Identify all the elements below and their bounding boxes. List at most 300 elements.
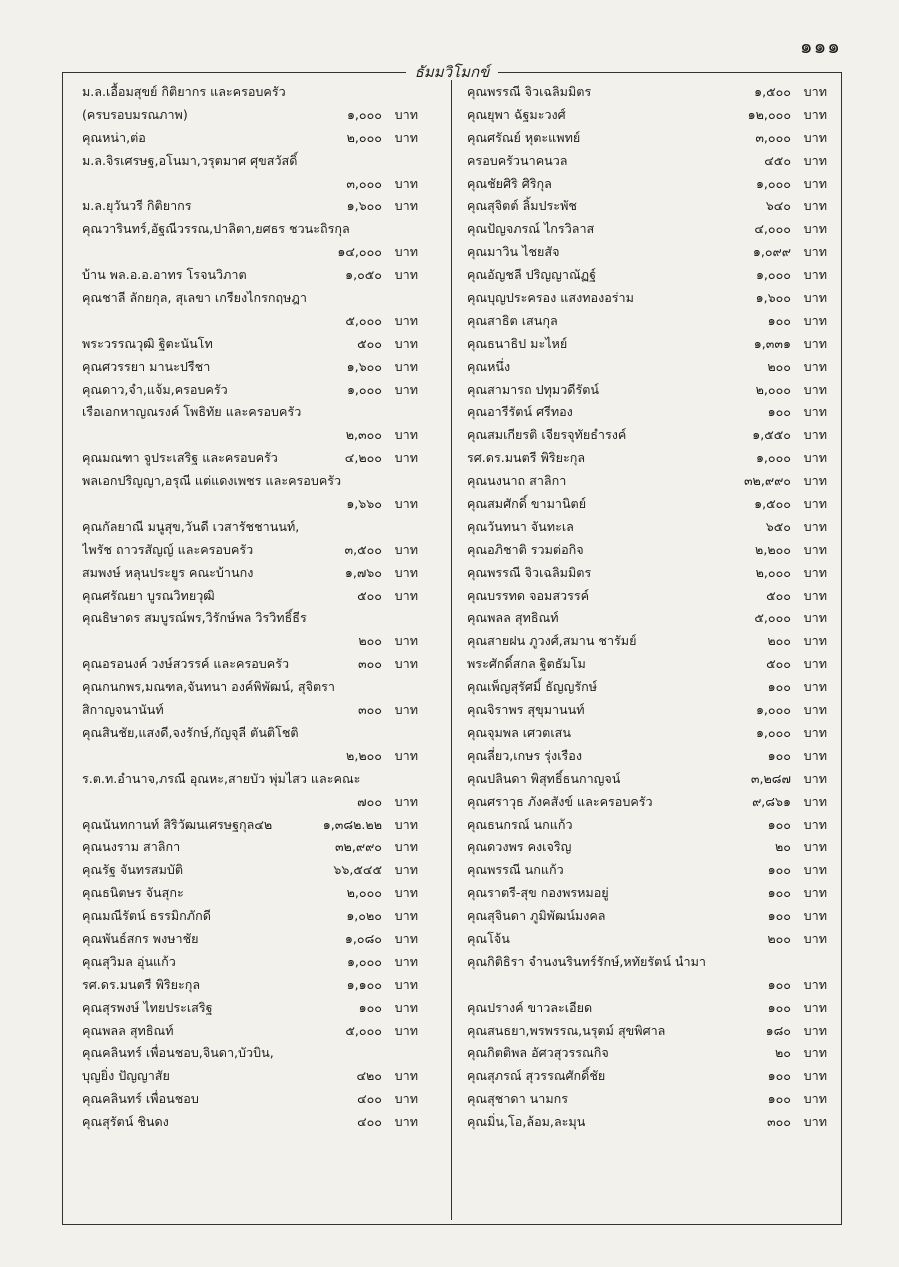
donor-entry	[82, 746, 418, 769]
currency-unit: บาท	[394, 1022, 418, 1038]
currency-unit: บาท	[394, 656, 418, 672]
donor-list-left	[82, 82, 418, 1135]
donor-name: คุณปลินดา พิสุทธิ์ธนกาญจน์	[467, 770, 621, 786]
column-divider	[451, 80, 452, 1220]
donation-amount: ๑,๖๐๐	[755, 290, 791, 306]
donor-entry	[467, 288, 827, 311]
donor-entry	[82, 471, 418, 494]
currency-unit: บาท	[803, 610, 827, 626]
donation-amount: ๕,๐๐๐	[754, 610, 791, 626]
donor-entry	[467, 425, 827, 448]
currency-unit: บาท	[803, 312, 827, 328]
currency-unit: บาท	[394, 1091, 418, 1107]
donor-name: คุณเพ็ญสุรัศมิ์ ธัญญรักษ์	[467, 679, 598, 695]
donor-name: ม.ล.จิรเศรษฐ,อโนมา,วรุตมาศ ศุขสวัสดิ์	[82, 152, 298, 168]
donor-entry	[467, 151, 827, 174]
donor-name: คุณวารินทร์,อัฐณีวรรณ,ปาลิตา,ยศธร ชวนะถิรกุล	[82, 221, 350, 237]
donor-name: คุณสุรพงษ์ ไทยประเสริฐ	[82, 999, 213, 1015]
donor-name: คุณวันทนา จันทะเล	[467, 518, 574, 534]
donor-name: สิกาญจนานันท์	[82, 702, 164, 718]
donor-entry	[467, 357, 827, 380]
donor-name: คุณศรัณยา บูรณวิทยวุฒิ	[82, 587, 215, 603]
currency-unit: บาท	[394, 564, 418, 580]
section-header: ธัมมวิโมกข์	[414, 63, 490, 81]
donor-entry	[467, 540, 827, 563]
donation-amount: ๑๐๐	[767, 312, 791, 328]
donor-entry	[467, 860, 827, 883]
currency-unit: บาท	[803, 335, 827, 351]
currency-unit: บาท	[803, 793, 827, 809]
donation-amount: ๒,๒๐๐	[755, 541, 791, 557]
currency-unit: บาท	[803, 1114, 827, 1130]
donor-name: คุณอภิชาติ รวมต่อกิจ	[467, 541, 584, 557]
donor-entry	[82, 586, 418, 609]
donor-entry	[467, 631, 827, 654]
donation-amount: ๑,๐๐๐	[755, 450, 791, 466]
currency-unit: บาท	[394, 816, 418, 832]
donor-entry	[82, 517, 418, 540]
donor-name: คุณมิ่น,โอ,ล้อม,ละมุน	[467, 1114, 586, 1130]
donor-entry	[82, 929, 418, 952]
donation-amount: ๒๐	[775, 839, 791, 855]
currency-unit: บาท	[803, 358, 827, 374]
donor-name: คุณคลินทร์ เพื่อนชอบ,จินดา,บัวบิน,	[82, 1045, 274, 1061]
donation-amount: ๒๐	[775, 1045, 791, 1061]
donor-name: คุณธิษาดร สมบูรณ์พร,วิรักษ์พล วิรวิทธิ์ธีร	[82, 610, 307, 626]
donor-entry	[82, 654, 418, 677]
currency-unit: บาท	[803, 175, 827, 191]
donation-amount: ๑,๐๒๐	[346, 908, 382, 924]
donation-amount: ๑,๐๐๐	[755, 267, 791, 283]
donor-entry	[82, 540, 418, 563]
donor-entry	[82, 448, 418, 471]
donor-entry	[467, 242, 827, 265]
donor-entry	[82, 494, 418, 517]
currency-unit: บาท	[394, 908, 418, 924]
donation-amount: ๑,๓๓๑	[753, 335, 791, 351]
donation-amount: ๑,๐๐๐	[346, 953, 382, 969]
donor-name: เรือเอกหาญณรงค์ โพธิทัย และครอบครัว	[82, 404, 302, 420]
donation-amount: ๙,๘๖๑	[752, 793, 791, 809]
donor-name: คุณศราวุธ ภังคสังข์ และครอบครัว	[467, 793, 653, 809]
donor-entry	[467, 837, 827, 860]
currency-unit: บาท	[394, 930, 418, 946]
donor-entry	[467, 769, 827, 792]
currency-unit: บาท	[803, 427, 827, 443]
donor-entry	[82, 288, 418, 311]
donor-name: รศ.ดร.มนตรี พิริยะกุล	[82, 976, 201, 992]
donor-entry	[467, 105, 827, 128]
donor-entry	[82, 311, 418, 334]
currency-unit: บาท	[803, 702, 827, 718]
donor-entry	[82, 82, 418, 105]
donation-amount: ๑,๐๐๐	[755, 175, 791, 191]
donor-entry	[82, 677, 418, 700]
donor-entry	[82, 883, 418, 906]
donor-name: คุณกนกพร,มณฑล,จันทนา องค์พิพัฒน์, สุจิตรา	[82, 679, 335, 695]
donation-amount: ๑,๐๘๐	[344, 930, 382, 946]
currency-unit: บาท	[803, 267, 827, 283]
donor-entry	[467, 654, 827, 677]
currency-unit: บาท	[803, 930, 827, 946]
donation-amount: ๒๐๐	[358, 633, 382, 649]
currency-unit: บาท	[803, 1045, 827, 1061]
donation-amount: ๔๒๐	[356, 1068, 382, 1084]
currency-unit: บาท	[394, 976, 418, 992]
currency-unit: บาท	[394, 198, 418, 214]
donor-name: สมพงษ์ หลุนประยูร คณะบ้านกง	[82, 564, 254, 580]
donor-entry	[82, 792, 418, 815]
currency-unit: บาท	[803, 724, 827, 740]
donor-entry	[82, 837, 418, 860]
donation-amount: ๓,๒๘๗	[750, 770, 791, 786]
donor-entry	[82, 334, 418, 357]
donor-name: คุณบรรทด จอมสวรรค์	[467, 587, 590, 603]
donor-name: คุณมาวิน ไชยสัจ	[467, 244, 560, 260]
donor-name: คุณธนิตษร จันสุกะ	[82, 885, 184, 901]
currency-unit: บาท	[803, 633, 827, 649]
donor-entry	[467, 128, 827, 151]
donation-amount: ๑,๕๐๐	[754, 84, 791, 99]
currency-unit: บาท	[803, 221, 827, 237]
currency-unit: บาท	[394, 885, 418, 901]
currency-unit: บาท	[394, 312, 418, 328]
donor-entry	[82, 242, 418, 265]
donation-amount: ๑๐๐	[358, 999, 382, 1015]
donor-name: รศ.ดร.มนตรี พิริยะกุล	[467, 450, 586, 466]
donor-name: คุณพันธ์สกร พงษาชัย	[82, 930, 199, 946]
currency-unit: บาท	[803, 862, 827, 878]
donation-amount: ๕๐๐	[766, 587, 791, 603]
donor-entry	[467, 883, 827, 906]
currency-unit: บาท	[803, 976, 827, 992]
donor-name: คุณบุญประครอง แสงทองอร่าม	[467, 290, 634, 306]
currency-unit: บาท	[803, 244, 827, 260]
donation-amount: ๕,๐๐๐	[345, 312, 382, 328]
currency-unit: บาท	[803, 450, 827, 466]
donation-amount: ๒๐๐	[767, 930, 791, 946]
donor-name: คุณธนาธิป มะไหย์	[467, 335, 568, 351]
donor-name: คุณศรัณย์ หุตะแพทย์	[467, 129, 581, 145]
donor-name: ไพรัช ถาวรสัญญ์ และครอบครัว	[82, 541, 254, 557]
currency-unit: บาท	[803, 496, 827, 512]
donation-amount: ๑๐๐	[767, 747, 791, 763]
donor-name: คุณสายฝน ภูวงศ์,สมาน ชารัมย์	[467, 633, 637, 649]
donor-name: คุณสมศักดิ์ ขามานิตย์	[467, 496, 587, 512]
donor-entry	[467, 608, 827, 631]
donor-entry	[467, 586, 827, 609]
currency-unit: บาท	[803, 656, 827, 672]
donation-amount: ๑,๕๕๐	[752, 427, 791, 443]
donor-name: (ครบรอบมรณภาพ)	[82, 106, 188, 122]
donor-entry	[467, 380, 827, 403]
currency-unit: บาท	[803, 381, 827, 397]
currency-unit: บาท	[803, 1022, 827, 1038]
donor-name: คุณคลินทร์ เพื่อนชอบ	[82, 1091, 199, 1107]
currency-unit: บาท	[803, 518, 827, 534]
donor-entry	[82, 196, 418, 219]
donor-name: บุญยิ่ง ปัญญาสัย	[82, 1068, 170, 1084]
donor-name: คุณจิราพร สุขุมานนท์	[467, 702, 585, 718]
donation-amount: ๔,๒๐๐	[344, 450, 382, 466]
donation-amount: ๑,๐๕๐	[345, 267, 382, 283]
donor-name: คุณนงนาถ สาลิกา	[467, 473, 567, 489]
donor-entry	[467, 334, 827, 357]
currency-unit: บาท	[803, 1091, 827, 1107]
donor-entry	[467, 517, 827, 540]
donation-amount: ๔๐๐	[357, 1114, 382, 1130]
donation-amount: ๑,๐๐๐	[346, 381, 382, 397]
donor-entry	[82, 860, 418, 883]
donation-amount: ๒,๐๐๐	[346, 885, 382, 901]
donor-name: คุณสุวิมล อุ่นแก้ว	[82, 953, 176, 969]
currency-unit: บาท	[803, 908, 827, 924]
donor-name: คุณสุจิตต์ ลิ้มประพัช	[467, 198, 577, 214]
currency-unit: บาท	[803, 564, 827, 580]
donation-amount: ๑๐๐	[767, 999, 791, 1015]
donor-entry	[467, 219, 827, 242]
donor-entry	[82, 219, 418, 242]
donor-name: คุณสุภรณ์ สุวรรณศักดิ์ชัย	[467, 1068, 606, 1084]
donor-name: คุณชาลี ลักยกุล, สุเลขา เกรียงไกรกฤษฎา	[82, 290, 307, 306]
donation-amount: ๖๕๐	[765, 518, 791, 534]
donation-amount: ๔,๐๐๐	[754, 221, 791, 237]
donor-name: คุณพลล สุทธิณท์	[82, 1022, 174, 1038]
donor-name: บ้าน พล.อ.อ.อาทร โรจนวิภาต	[82, 267, 247, 283]
donation-amount: ๔๐๐	[357, 1091, 382, 1107]
donor-entry	[467, 815, 827, 838]
donor-entry	[82, 105, 418, 128]
currency-unit: บาท	[803, 290, 827, 306]
currency-unit: บาท	[394, 839, 418, 855]
frame-top-border-left	[62, 72, 406, 73]
donation-amount: ๑๐๐	[767, 908, 791, 924]
donor-entry	[467, 494, 827, 517]
donation-amount: ๕๐๐	[766, 656, 791, 672]
donation-amount: ๒,๒๐๐	[346, 747, 382, 763]
currency-unit: บาท	[394, 793, 418, 809]
donation-amount: ๑๐๐	[767, 1091, 791, 1107]
currency-unit: บาท	[394, 358, 418, 374]
donation-amount: ๑๐๐	[767, 679, 791, 695]
currency-unit: บาท	[803, 885, 827, 901]
donor-name: คุณพรรณี นกแก้ว	[467, 862, 564, 878]
donation-amount: ๓,๕๐๐	[344, 541, 382, 557]
currency-unit: บาท	[394, 633, 418, 649]
donor-name: คุณชัยศิริ ศิริกุล	[467, 175, 552, 191]
donation-amount: ๕๐๐	[357, 335, 382, 351]
donor-name: คุณปัญจภรณ์ ไกรวิลาส	[467, 221, 595, 237]
donor-entry	[467, 929, 827, 952]
currency-unit: บาท	[803, 129, 827, 145]
donation-amount: ๓๐๐	[358, 656, 382, 672]
donor-entry	[82, 1089, 418, 1112]
donor-entry	[467, 311, 827, 334]
donation-amount: ๒๐๐	[767, 633, 791, 649]
donor-name: คุณพรรณี จิวเฉลิมมิตร	[467, 564, 592, 580]
donor-entry	[467, 746, 827, 769]
donor-list-right	[467, 82, 827, 1135]
donor-name: คุณมณีรัตน์ ธรรมิกภักดี	[82, 908, 211, 924]
donor-entry	[467, 952, 827, 975]
donor-entry	[82, 1112, 418, 1135]
donor-name: พลเอกปริญญา,อรุณี แต่แดงเพชร และครอบครัว	[82, 473, 342, 489]
donation-amount: ๑,๐๐๐	[755, 702, 791, 718]
donor-entry	[82, 815, 418, 838]
currency-unit: บาท	[394, 747, 418, 763]
donor-entry	[82, 723, 418, 746]
donor-entry	[467, 1112, 827, 1135]
currency-unit: บาท	[394, 106, 418, 122]
currency-unit: บาท	[394, 862, 418, 878]
donor-entry	[82, 357, 418, 380]
donor-name: คุณราตรี-สุข กองพรหมอยู่	[467, 885, 609, 901]
donation-amount: ๖๖,๕๔๕	[333, 862, 382, 878]
donor-name: คุณอัญชลี ปริญญาณัฏฐ์	[467, 267, 597, 283]
donation-amount: ๑,๓๘๒.๒๒	[322, 816, 382, 832]
donor-entry	[467, 471, 827, 494]
donor-name: คุณธนกรณ์ นกแก้ว	[467, 816, 573, 832]
donor-entry	[82, 700, 418, 723]
donor-entry	[82, 265, 418, 288]
donor-name: ม.ล.ยุวันวรี กิติยากร	[82, 198, 192, 214]
donor-name: คุณหน่า,ต่อ	[82, 129, 146, 145]
donor-entry	[467, 1089, 827, 1112]
currency-unit: บาท	[394, 381, 418, 397]
donor-name: คุณนงราม สาลิกา	[82, 839, 181, 855]
currency-unit: บาท	[394, 335, 418, 351]
currency-unit: บาท	[394, 267, 418, 283]
donation-amount: ๑๐๐	[767, 1068, 791, 1084]
donation-amount: ๑,๖๐๐	[346, 358, 382, 374]
donor-entry	[82, 631, 418, 654]
donor-entry	[467, 196, 827, 219]
donor-entry	[467, 174, 827, 197]
donation-amount: ๑,๐๐๐	[346, 106, 382, 122]
donation-amount: ๔๕๐	[764, 152, 791, 168]
donation-amount: ๑,๑๐๐	[346, 976, 382, 992]
donor-name: คุณหนึ่ง	[467, 358, 511, 374]
donor-entry	[467, 1066, 827, 1089]
donor-entry	[82, 1043, 418, 1066]
donor-entry	[82, 563, 418, 586]
donation-amount: ๑๐๐	[767, 885, 791, 901]
donation-amount: ๒,๐๐๐	[755, 381, 791, 397]
donor-name: คุณสุรัตน์ ชินดง	[82, 1114, 169, 1130]
donor-name: ร.ต.ท.อำนาจ,ภรณี อุณหะ,สายบัว พุ่มไสว และคณะ	[82, 770, 361, 786]
donation-amount: ๑๐๐	[767, 404, 791, 420]
currency-unit: บาท	[803, 1068, 827, 1084]
frame-top-border-right	[498, 72, 841, 73]
donor-name: คุณอารีรัตน์ ศรีทอง	[467, 404, 573, 420]
donor-name: คุณศวรรยา มานะปรีชา	[82, 358, 211, 374]
donation-amount: ๑,๖๖๐	[346, 496, 382, 512]
donor-name: คุณสุชาดา นามกร	[467, 1091, 569, 1107]
donor-entry	[467, 677, 827, 700]
currency-unit: บาท	[803, 541, 827, 557]
currency-unit: บาท	[803, 152, 827, 168]
currency-unit: บาท	[394, 1114, 418, 1130]
donation-amount: ๑,๐๐๐	[755, 724, 791, 740]
donor-name: คุณโจ้น	[467, 930, 510, 946]
donor-entry	[82, 906, 418, 929]
donor-entry	[82, 1021, 418, 1044]
donor-name: คุณสินชัย,แสงดี,จงรักษ์,กัญจุลี ตันติโชติ	[82, 724, 299, 740]
currency-unit: บาท	[394, 129, 418, 145]
donor-entry	[467, 1043, 827, 1066]
donor-entry	[467, 792, 827, 815]
donation-amount: ๑๔,๐๐๐	[337, 244, 382, 260]
donor-entry	[467, 906, 827, 929]
donor-name: คุณรัฐ จันทรสมบัติ	[82, 862, 184, 878]
donor-name: คุณอรอนงค์ วงษ์สวรรค์ และครอบครัว	[82, 656, 290, 672]
currency-unit: บาท	[394, 450, 418, 466]
donor-entry	[82, 998, 418, 1021]
donor-name: คุณกัลยาณี มนูสุข,วันดี เวสารัชชานนท์,	[82, 518, 300, 534]
donor-entry	[82, 608, 418, 631]
donation-amount: ๑๒,๐๐๐	[747, 106, 791, 122]
donor-name: คุณสมเกียรติ เจียรจุทัยธำรงค์	[467, 427, 627, 443]
donor-name: ครอบครัวนาคนวล	[467, 152, 568, 168]
donor-name: คุณสนธยา,พรพรรณ,นรุตม์ สุขพิศาล	[467, 1022, 666, 1038]
donation-amount: ๕๐๐	[357, 587, 382, 603]
donor-name: พระวรรณวุฒิ ฐิตะนันโท	[82, 335, 213, 351]
donation-amount: ๑๘๐	[765, 1022, 791, 1038]
donor-entry	[82, 975, 418, 998]
donation-amount: ๒,๐๐๐	[346, 129, 382, 145]
donation-amount: ๗๐๐	[357, 793, 382, 809]
donation-amount: ๓,๐๐๐	[755, 129, 791, 145]
donor-entry	[82, 380, 418, 403]
currency-unit: บาท	[394, 496, 418, 512]
donation-amount: ๑๐๐	[767, 862, 791, 878]
donor-name: คุณนันทกานท์ สิริวัฒนเศรษฐกุล๔๒	[82, 816, 273, 832]
donor-name: ม.ล.เอื้อมสุขย์ กิติยากร และครอบครัว	[82, 84, 286, 99]
donor-entry	[467, 265, 827, 288]
donation-amount: ๓๒,๙๙๐	[743, 473, 791, 489]
donor-entry	[82, 425, 418, 448]
currency-unit: บาท	[803, 106, 827, 122]
currency-unit: บาท	[394, 999, 418, 1015]
donor-name: คุณปรางค์ ขาวละเอียด	[467, 999, 593, 1015]
donation-amount: ๕,๐๐๐	[345, 1022, 382, 1038]
page-number: ๑๑๑	[799, 34, 841, 58]
donation-amount: ๒,๐๐๐	[755, 564, 791, 580]
donation-amount: ๑๐๐	[767, 976, 791, 992]
donor-entry	[467, 998, 827, 1021]
donor-name: พระศักดิ์สกล ฐิตธัมโม	[467, 656, 586, 672]
donor-name: คุณสามารถ ปทุมวดีรัตน์	[467, 381, 600, 397]
donor-name: คุณพรรณี จิวเฉลิมมิตร	[467, 84, 592, 99]
currency-unit: บาท	[803, 198, 827, 214]
currency-unit: บาท	[803, 816, 827, 832]
donation-amount: ๒๐๐	[767, 358, 791, 374]
donor-name: คุณสาธิต เสนกุล	[467, 312, 558, 328]
donor-name: คุณดวงพร คงเจริญ	[467, 839, 572, 855]
donor-entry	[467, 82, 827, 105]
donation-amount: ๑,๖๐๐	[346, 198, 382, 214]
donor-name: คุณดาว,จำ,แจ้ม,ครอบครัว	[82, 381, 228, 397]
donation-amount: ๖๔๐	[765, 198, 791, 214]
currency-unit: บาท	[394, 702, 418, 718]
donation-amount: ๓๒,๙๙๐	[334, 839, 382, 855]
donor-entry	[82, 174, 418, 197]
donation-amount: ๑,๗๖๐	[344, 564, 382, 580]
donor-name: คุณกิตติพล อัศวสุวรรณกิจ	[467, 1045, 609, 1061]
currency-unit: บาท	[803, 747, 827, 763]
donation-amount: ๑,๕๐๐	[754, 496, 791, 512]
currency-unit: บาท	[803, 999, 827, 1015]
